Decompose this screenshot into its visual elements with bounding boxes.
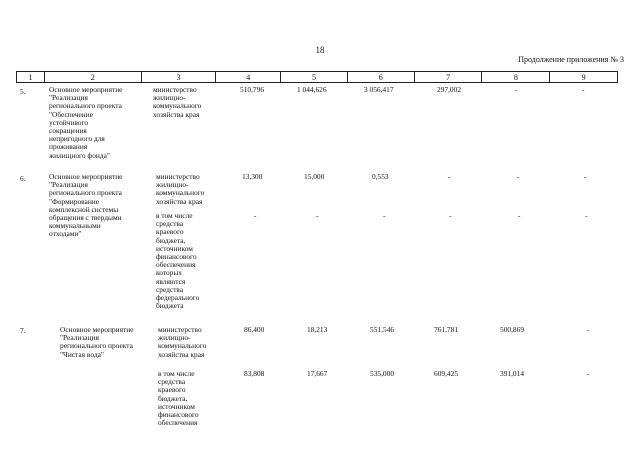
sub-value-col9: - [587,369,590,378]
activity-name: Основное мероприятие "Реализация регионального проекта "Обеспечение устойчивого сокращения непригодного для проживания жилищного фонда" [49,85,123,160]
sub-value-col5: - [316,211,319,220]
sub-value-col8: - [518,211,521,220]
executor: министерство жилищно- коммунального хозяйства края [153,85,202,119]
sub-value-col8: 391,014 [500,369,525,378]
sub-executor: в том числе средства краевого бюджета, источником финансового обеспечения [158,369,199,428]
sub-value-col4: 83,808 [244,369,265,378]
activity-name: Основное мероприятие "Реализация регионального проекта "Формирование комплексной системы обращения с твердыми коммунальными отходами" [49,172,123,239]
appendix-continuation-note: Продолжение приложения № 3 [518,55,624,64]
column-header: 2 [45,72,142,82]
value-col6: 3 056,417 [364,85,394,94]
sub-value-col9: - [585,211,588,220]
value-col4: 510,796 [240,85,265,94]
value-col8: - [517,172,520,181]
value-col7: 297,002 [437,85,462,94]
column-header: 9 [581,73,586,82]
sub-value-col6: 535,000 [370,369,395,378]
sub-value-col5: 17,667 [307,369,328,378]
sub-value-col7: 609,425 [434,369,459,378]
row-number: 6. [20,174,26,183]
sub-value-col6: - [383,211,386,220]
row-number: 7. [20,326,26,335]
value-col7: 761,781 [434,325,459,334]
activity-name: Основное мероприятие "Реализация регионального проекта "Чистая вода" [60,325,134,359]
value-col8: 500,869 [500,325,525,334]
row-number: 5. [20,87,26,96]
value-col9: - [584,172,587,181]
column-header: 4 [216,72,281,82]
value-col8: - [515,85,518,94]
column-header: 1 [17,72,45,82]
column-header: 8 [482,72,550,82]
value-col7: - [448,172,451,181]
page-number: 18 [315,45,325,55]
column-header: 7 [415,72,483,82]
value-col6: 551,546 [370,325,395,334]
column-header: 5 [281,72,348,82]
column-header: 3 [142,72,217,82]
value-col4: 13,300 [242,172,263,181]
sub-executor: в том числе средства краевого бюджета, источником финансового обеспечения которых являются средства федерального бюджета [156,211,200,311]
column-header: 6 [348,72,415,82]
value-col9: - [587,325,590,334]
table-header-row [16,71,618,83]
value-col9: - [582,85,585,94]
value-col5: 1 044,626 [297,85,327,94]
value-col5: 15,000 [304,172,325,181]
value-col4: 86,400 [244,325,265,334]
sub-value-col4: - [254,211,257,220]
value-col5: 18,213 [307,325,328,334]
value-col6: 0,553 [372,172,389,181]
executor: министерство жилищно- коммунального хозяйства края [156,172,205,206]
sub-value-col7: - [449,211,452,220]
executor: министерство жилищно- коммунального хозяйства края [158,325,207,359]
